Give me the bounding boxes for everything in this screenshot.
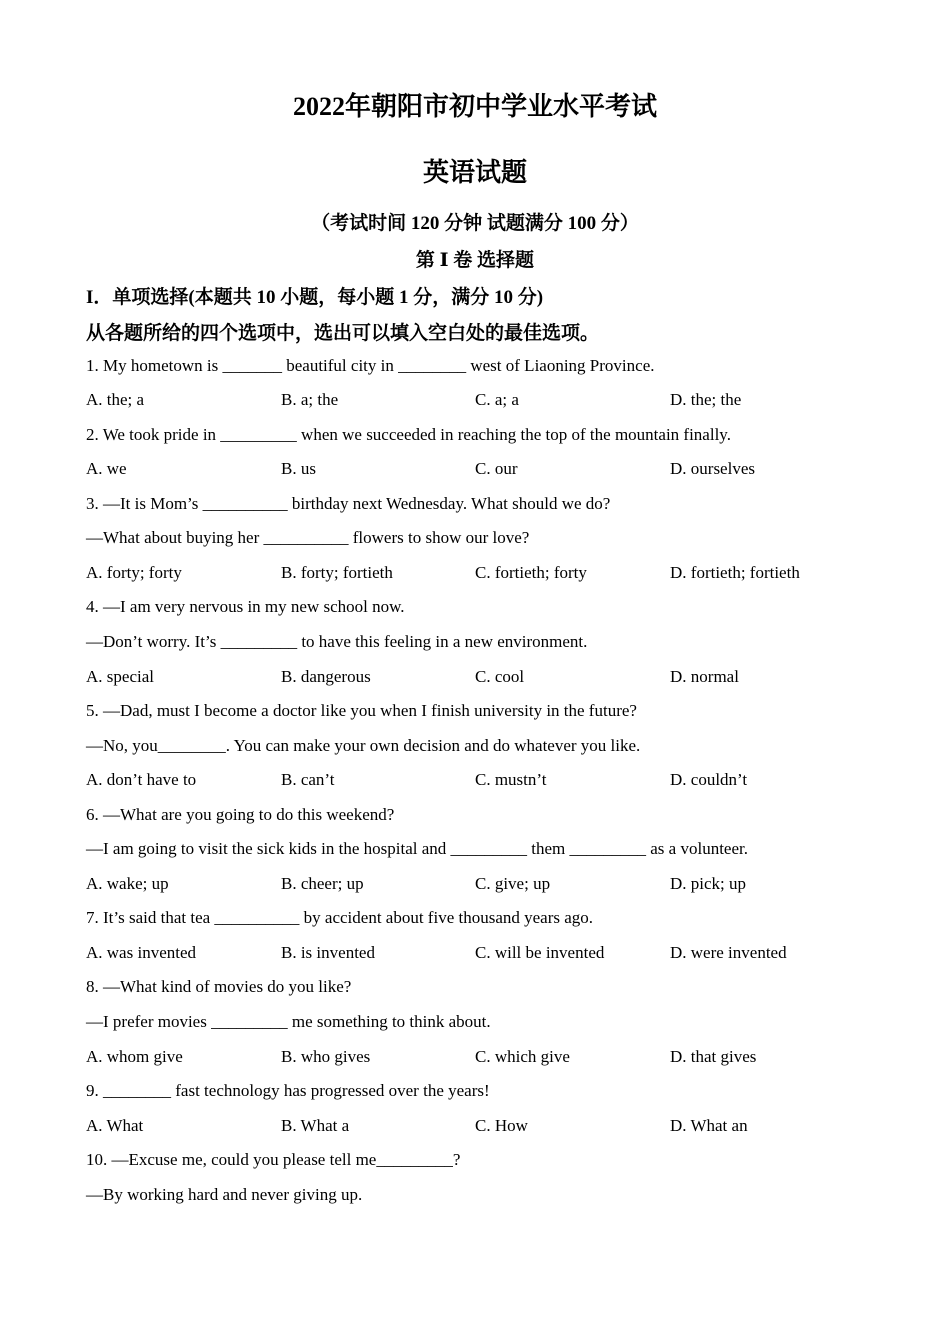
question-5-reply: —No, you________. You can make your own decision and do whatever you like. bbox=[86, 736, 641, 755]
q1-option-a: A. the; a bbox=[86, 390, 145, 409]
question-8-stem: 8. —What kind of movies do you like? bbox=[86, 977, 352, 996]
question-8-reply: —I prefer movies _________ me something to think about. bbox=[86, 1012, 491, 1031]
question-5-stem: 5. —Dad, must I become a doctor like you when I finish university in the future? bbox=[86, 701, 637, 720]
exam-info: （考试时间 120 分钟 试题满分 100 分） bbox=[311, 213, 639, 234]
q8-option-b: B. who gives bbox=[281, 1047, 371, 1066]
question-4-options bbox=[86, 667, 866, 689]
q4-option-a: A. special bbox=[86, 667, 154, 686]
q7-option-a: A. was invented bbox=[86, 943, 197, 962]
q8-option-c: C. which give bbox=[475, 1047, 570, 1066]
q4-option-c: C. cool bbox=[475, 667, 525, 686]
question-1-options bbox=[86, 390, 866, 412]
exam-title: 2022年朝阳市初中学业水平考试 bbox=[292, 92, 657, 121]
q4-option-b: B. dangerous bbox=[281, 667, 371, 686]
q2-option-a: A. we bbox=[86, 459, 127, 478]
q1-option-b: B. a; the bbox=[281, 390, 339, 409]
question-9-options bbox=[86, 1116, 866, 1138]
q3-option-b: B. forty; fortieth bbox=[281, 563, 393, 582]
q7-option-d: D. were invented bbox=[670, 943, 787, 962]
q1-option-d: D. the; the bbox=[670, 390, 742, 409]
question-6-reply: —I am going to visit the sick kids in the hospital and _________ them _________ as a volunteer. bbox=[86, 839, 748, 858]
question-6-stem: 6. —What are you going to do this weekend? bbox=[86, 805, 395, 824]
question-7-options bbox=[86, 943, 866, 965]
q8-option-d: D. that gives bbox=[670, 1047, 757, 1066]
q9-option-d: D. What an bbox=[670, 1116, 748, 1135]
q5-option-a: A. don’t have to bbox=[86, 770, 197, 789]
q2-option-d: D. ourselves bbox=[670, 459, 755, 478]
q3-option-a: A. forty; forty bbox=[86, 563, 182, 582]
question-6-options bbox=[86, 874, 866, 896]
q4-option-d: D. normal bbox=[670, 667, 739, 686]
question-10-reply: —By working hard and never giving up. bbox=[86, 1185, 363, 1204]
q2-option-c: C. our bbox=[475, 459, 518, 478]
q6-option-d: D. pick; up bbox=[670, 874, 747, 893]
q9-option-c: C. How bbox=[475, 1116, 528, 1135]
q3-option-d: D. fortieth; fortieth bbox=[670, 563, 800, 582]
question-5-options bbox=[86, 770, 866, 792]
question-3-reply: —What about buying her __________ flowers to show our love? bbox=[86, 528, 530, 547]
q7-option-c: C. will be invented bbox=[475, 943, 605, 962]
question-3-stem: 3. —It is Mom’s __________ birthday next Wednesday. What should we do? bbox=[86, 494, 611, 513]
question-2-stem: 2. We took pride in _________ when we succeeded in reaching the top of the mountain finally. bbox=[86, 425, 731, 444]
q6-option-a: A. wake; up bbox=[86, 874, 169, 893]
q1-option-c: C. a; a bbox=[475, 390, 519, 409]
q5-option-c: C. mustn’t bbox=[475, 770, 547, 789]
question-9-stem: 9. ________ fast technology has progressed over the years! bbox=[86, 1081, 490, 1100]
q9-option-a: A. What bbox=[86, 1116, 144, 1135]
q6-option-b: B. cheer; up bbox=[281, 874, 364, 893]
q6-option-c: C. give; up bbox=[475, 874, 551, 893]
question-4-reply: —Don’t worry. It’s _________ to have this feeling in a new environment. bbox=[86, 632, 588, 651]
q5-option-b: B. can’t bbox=[281, 770, 335, 789]
q7-option-b: B. is invented bbox=[281, 943, 375, 962]
question-7-stem: 7. It’s said that tea __________ by accident about five thousand years ago. bbox=[86, 908, 594, 927]
question-2-options bbox=[86, 459, 866, 481]
question-3-options bbox=[86, 563, 866, 585]
question-10-stem: 10. —Excuse me, could you please tell me_________? bbox=[86, 1150, 461, 1169]
q8-option-a: A. whom give bbox=[86, 1047, 183, 1066]
q9-option-b: B. What a bbox=[281, 1116, 350, 1135]
section-instruction: 从各题所给的四个选项中，选出可以填入空白处的最佳选项。 bbox=[86, 323, 600, 344]
question-1-stem: 1. My hometown is _______ beautiful city in ________ west of Liaoning Province. bbox=[86, 356, 655, 375]
q3-option-c: C. fortieth; forty bbox=[475, 563, 587, 582]
q2-option-b: B. us bbox=[281, 459, 316, 478]
question-4-stem: 4. —I am very nervous in my new school now. bbox=[86, 597, 405, 616]
subject-title: 英语试题 bbox=[422, 158, 527, 187]
section-heading: I．单项选择(本题共 10 小题，每小题 1 分，满分 10 分) bbox=[86, 287, 544, 308]
volume-heading: 第 Ⅰ 卷 选择题 bbox=[415, 250, 535, 271]
q5-option-d: D. couldn’t bbox=[670, 770, 748, 789]
question-8-options bbox=[86, 1047, 866, 1069]
